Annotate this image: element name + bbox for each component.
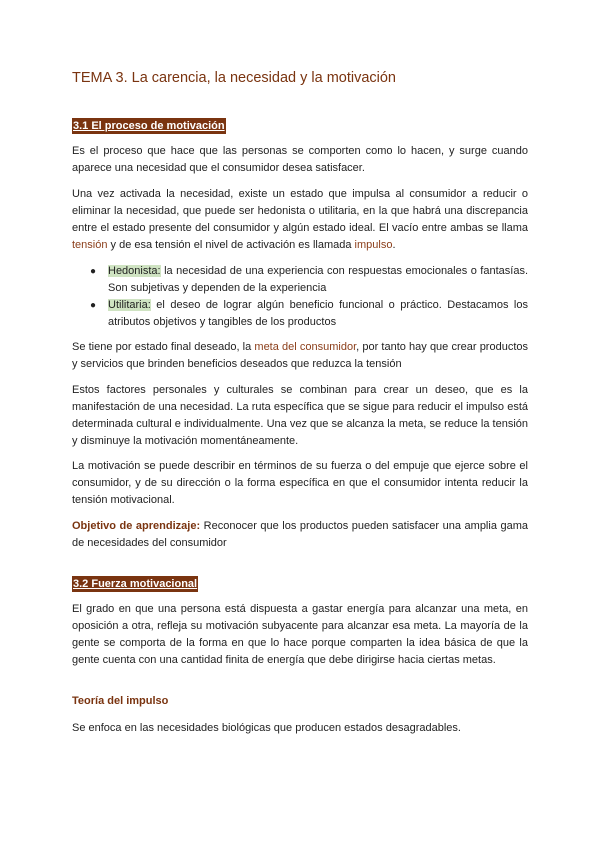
list-item-label: Utilitaria:	[108, 299, 151, 311]
paragraph-strength: La motivación se puede describir en términos de su fuerza o del empuje que ejerce sobre el consumidor, y de su dirección o la forma específica en que el consumidor intenta reducir la tensión motivacional.	[72, 460, 528, 506]
list-item-text: la necesidad de una experiencia con respuestas emocionales o fantasías. Son subjetivas y dependen de la experiencia	[108, 265, 528, 294]
bullet-dot-icon: ●	[90, 300, 97, 311]
bullet-dot-icon: ●	[90, 266, 97, 277]
paragraph-activation-end: .	[392, 239, 396, 251]
document-title: TEMA 3. La carencia, la necesidad y la motivación	[72, 70, 396, 86]
objective-text: Reconocer que los productos pueden satisfacer una amplia gama de necesidades del consumidor	[72, 520, 528, 549]
paragraph-goal-start: Se tiene por estado final deseado, la	[72, 341, 255, 353]
paragraph-activation	[72, 186, 528, 254]
paragraph-activation-mid: y de esa tensión el nivel de activación es llamada	[107, 239, 355, 251]
paragraph-force: El grado en que una persona está dispuesta a gastar energía para alcanzar una meta, en oposición a otra, refleja su motivación subyacente para alcanzar esa meta. La mayoría de la gente se comporta de la forma en que lo hace porque comparten la idea básica de que la gente cuenta con una cantidad finita de energía que debe dirigirse hacia ciertas metas.	[72, 603, 528, 666]
list-item-text: el deseo de lograr algún beneficio funcional o práctico. Destacamos los atributos objetivos y tangibles de los productos	[108, 299, 528, 328]
paragraph-goal-end: , por tanto hay que crear productos y servicios que brinden beneficios deseados que reduzca la tensión	[72, 341, 528, 370]
paragraph-goal	[72, 339, 528, 373]
motivation-type-list	[90, 263, 528, 331]
paragraph-objective	[72, 518, 528, 552]
paragraph-teoria: Se enfoca en las necesidades biológicas que producen estados desagradables.	[72, 722, 461, 734]
paragraph-activation-text: Una vez activada la necesidad, existe un estado que impulsa al consumidor a reducir o eliminar la necesidad, que puede ser hedonista o utilitaria, en la que habrá una discrepancia entre el estado presente del consumidor y algún estado ideal. El vacío entre ambas se llama	[72, 188, 528, 234]
term-tension: tensión	[72, 239, 108, 251]
paragraph-factors: Estos factores personales y culturales se combinan para crear un deseo, que es la manifestación de una necesidad. La ruta específica que se sigue para reducir el impulso está determinada cultural e individualmente. Una vez que se alcanza la meta, se reduce la tensión y disminuye la motivación momentáneamente.	[72, 384, 528, 447]
paragraph-process: Es el proceso que hace que las personas se comporten como lo hacen, y surge cuando aparece una necesidad que el consumidor desea satisfacer.	[72, 145, 528, 174]
list-item-hedonista	[90, 263, 528, 297]
objective-label: Objetivo de aprendizaje:	[72, 520, 201, 532]
list-item-label: Hedonista:	[108, 265, 161, 277]
subheading-teoria-impulso: Teoría del impulso	[72, 695, 169, 707]
section-heading-3-1: 3.1 El proceso de motivación	[73, 120, 225, 132]
term-meta-consumidor: meta del consumidor	[254, 341, 357, 353]
section-heading-3-2: 3.2 Fuerza motivacional	[73, 578, 198, 590]
list-item-utilitaria	[90, 297, 528, 331]
term-impulso: impulso	[354, 239, 393, 251]
